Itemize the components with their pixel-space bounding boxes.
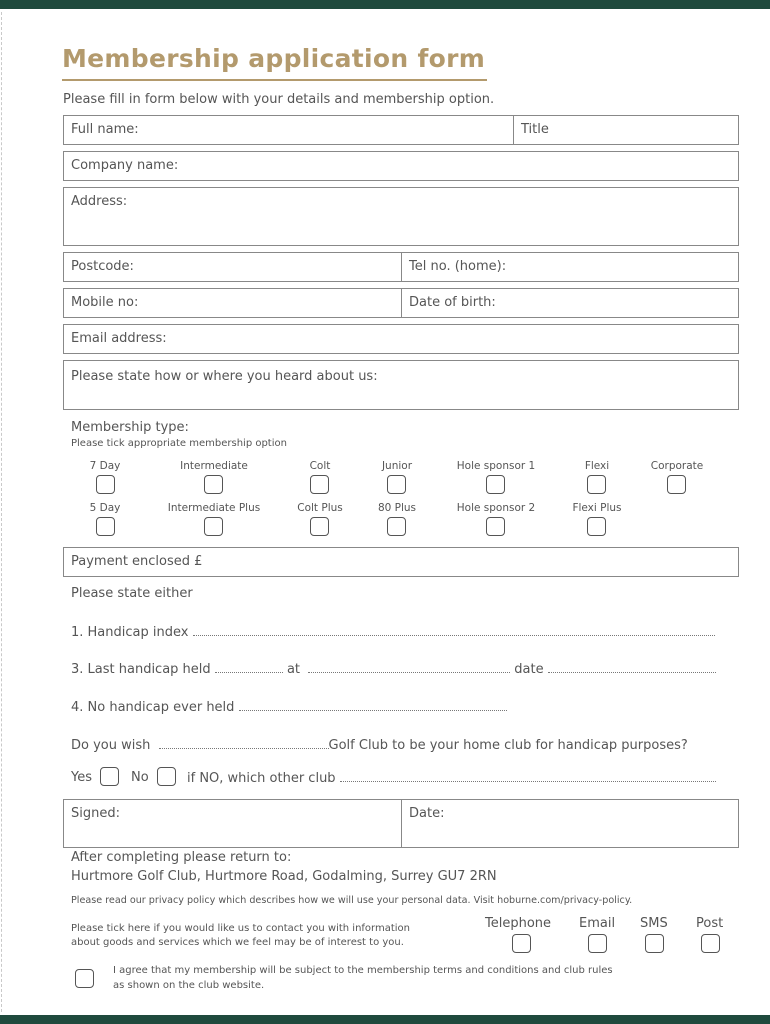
- bottom-bar: [0, 1015, 770, 1024]
- checkbox-5-day[interactable]: [96, 517, 115, 536]
- signature-date-label: Date:: [409, 806, 445, 821]
- option-label: Flexi: [584, 460, 610, 472]
- return-address: Hurtmore Golf Club, Hurtmore Road, Godalming, Surrey GU7 2RN: [71, 869, 497, 884]
- wish-suffix-label: Golf Club to be your home club for handicap purposes?: [328, 738, 688, 753]
- checkbox-telephone[interactable]: [512, 934, 531, 953]
- option-label: Junior: [381, 460, 413, 472]
- date-of-birth-field[interactable]: [401, 288, 739, 318]
- agree-text-line-1: I agree that my membership will be subject to the membership terms and conditions and club rules: [113, 965, 613, 976]
- postcode-field[interactable]: [63, 252, 402, 282]
- at-label: at: [286, 662, 301, 677]
- option-label: 7 Day: [89, 460, 121, 472]
- wish-prefix-label: Do you wish: [71, 738, 151, 753]
- checkbox-hole-sponsor-1[interactable]: [486, 475, 505, 494]
- checkbox-flexi[interactable]: [587, 475, 606, 494]
- checkbox-intermediate[interactable]: [204, 475, 223, 494]
- checkbox-hole-sponsor-2[interactable]: [486, 517, 505, 536]
- top-bar: [0, 0, 770, 9]
- full-name-field[interactable]: [63, 115, 514, 145]
- last-handicap-label: 3. Last handicap held: [71, 662, 211, 677]
- option-label: Corporate: [650, 460, 704, 472]
- last-handicap-line: [71, 661, 716, 677]
- checkbox-post[interactable]: [701, 934, 720, 953]
- signed-field[interactable]: [63, 799, 402, 848]
- state-either-text: Please state either: [71, 586, 193, 601]
- date-label: date: [514, 662, 544, 677]
- checkbox-yes[interactable]: [100, 767, 119, 786]
- page-title: Membership application form: [62, 44, 486, 73]
- handicap-index-input[interactable]: [193, 624, 715, 636]
- other-club-input[interactable]: [340, 770, 716, 782]
- home-club-input[interactable]: [159, 737, 329, 749]
- checkbox-no[interactable]: [157, 767, 176, 786]
- return-line-1: After completing please return to:: [71, 850, 292, 865]
- checkbox-corporate[interactable]: [667, 475, 686, 494]
- no-handicap-line: [71, 699, 507, 715]
- contact-option-label: Post: [696, 916, 724, 931]
- full-name-label: Full name:: [71, 122, 139, 137]
- heard-about-label: Please state how or where you heard about us:: [71, 369, 378, 384]
- checkbox-7-day[interactable]: [96, 475, 115, 494]
- payment-label: Payment enclosed £: [71, 554, 203, 569]
- contact-text-line-1: Please tick here if you would like us to contact you with information: [71, 923, 411, 934]
- other-club-label: if NO, which other club: [187, 771, 336, 786]
- date-of-birth-label: Date of birth:: [409, 295, 496, 310]
- option-label: Flexi Plus: [572, 502, 622, 514]
- contact-option-label: Telephone: [485, 916, 552, 931]
- company-name-label: Company name:: [71, 158, 179, 173]
- option-label: Colt: [309, 460, 331, 472]
- checkbox-agree[interactable]: [75, 969, 94, 988]
- home-club-line: [71, 737, 688, 753]
- payment-field[interactable]: [63, 547, 739, 577]
- signature-date-field[interactable]: [401, 799, 739, 848]
- mobile-field[interactable]: [63, 288, 402, 318]
- option-label: 80 Plus: [377, 502, 417, 514]
- last-handicap-club-input[interactable]: [308, 661, 510, 673]
- option-label: Intermediate Plus: [167, 502, 261, 514]
- title-label: Title: [521, 122, 549, 137]
- left-dashed-border: [1, 12, 2, 1012]
- last-handicap-date-input[interactable]: [548, 661, 716, 673]
- signed-label: Signed:: [71, 806, 120, 821]
- no-label: No: [131, 770, 149, 785]
- membership-heading: Membership type:: [71, 420, 189, 435]
- last-handicap-input[interactable]: [215, 661, 283, 673]
- privacy-text: Please read our privacy policy which describes how we will use your personal data. Visit hoburne.com/privacy-policy.: [71, 895, 633, 906]
- postcode-label: Postcode:: [71, 259, 134, 274]
- title-underline: [62, 79, 487, 81]
- option-label: 5 Day: [89, 502, 121, 514]
- checkbox-junior[interactable]: [387, 475, 406, 494]
- no-handicap-input[interactable]: [239, 699, 507, 711]
- checkbox-colt[interactable]: [310, 475, 329, 494]
- checkbox-80-plus[interactable]: [387, 517, 406, 536]
- checkbox-intermediate-plus[interactable]: [204, 517, 223, 536]
- company-name-field[interactable]: [63, 151, 739, 181]
- option-label: Intermediate: [180, 460, 248, 472]
- email-label: Email address:: [71, 331, 167, 346]
- handicap-index-line: [71, 624, 715, 640]
- contact-text-line-2: about goods and services which we feel may be of interest to you.: [71, 937, 404, 948]
- title-field[interactable]: [513, 115, 739, 145]
- option-label: Colt Plus: [297, 502, 343, 514]
- membership-subheading: Please tick appropriate membership option: [71, 438, 287, 449]
- intro-text: Please fill in form below with your details and membership option.: [63, 92, 495, 107]
- contact-option-label: SMS: [640, 916, 668, 931]
- agree-text-line-2: as shown on the club website.: [113, 980, 265, 991]
- heard-about-field[interactable]: [63, 360, 739, 410]
- tel-home-field[interactable]: [401, 252, 739, 282]
- option-label: Hole sponsor 2: [456, 502, 536, 514]
- email-field[interactable]: [63, 324, 739, 354]
- checkbox-flexi-plus[interactable]: [587, 517, 606, 536]
- checkbox-sms[interactable]: [645, 934, 664, 953]
- checkbox-colt-plus[interactable]: [310, 517, 329, 536]
- address-field[interactable]: [63, 187, 739, 246]
- handicap-index-label: 1. Handicap index: [71, 625, 189, 640]
- address-label: Address:: [71, 194, 128, 209]
- yes-label: Yes: [71, 770, 92, 785]
- contact-option-label: Email: [579, 916, 616, 931]
- no-handicap-label: 4. No handicap ever held: [71, 700, 235, 715]
- checkbox-email[interactable]: [588, 934, 607, 953]
- tel-home-label: Tel no. (home):: [409, 259, 507, 274]
- option-label: Hole sponsor 1: [456, 460, 536, 472]
- other-club-line: [187, 770, 716, 786]
- mobile-label: Mobile no:: [71, 295, 139, 310]
